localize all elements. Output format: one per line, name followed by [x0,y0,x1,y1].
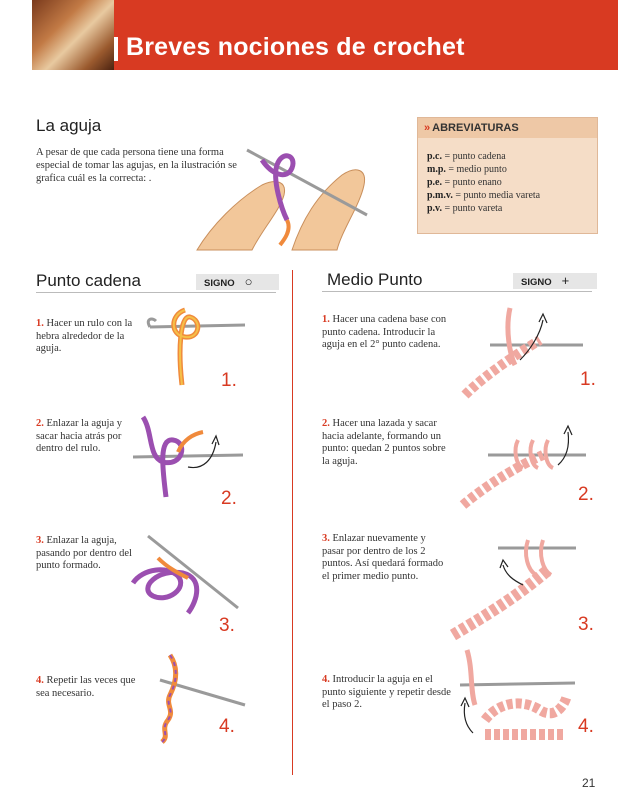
abbreviations-title: ABREVIATURAS [432,122,519,134]
abbr-item: p.v. = punto vareta [427,203,503,214]
medio-title: Medio Punto [327,270,423,289]
aguja-title: La aguja [36,116,102,135]
cadena-step-2: 2. Enlazar la aguja y sacar hacia atrás por dentro del rulo. [36,418,122,454]
abbreviations-box [417,117,598,234]
medio-step-3: 3. Enlazar nuevamente y pasar por dentro de los 2 puntos. Así quedará formado el primer medio punto. [322,533,444,582]
cadena-step-3-illustration [128,528,248,618]
medio-step-2-number: 2. [578,484,594,505]
medio-step-2-illustration [458,410,588,510]
column-divider [292,270,293,775]
cadena-step-4-number: 4. [219,716,235,737]
cadena-step-3-number: 3. [219,615,235,636]
cadena-signo-badge: SIGNO ○ [196,274,279,290]
medio-step-4: 4. Introducir la aguja en el punto siguiente y repetir desde el paso 2. [322,674,451,710]
cadena-step-2-number: 2. [221,488,237,509]
abbr-item: p.c. = punto cadena [427,151,506,162]
cadena-step-4: 4. Repetir las veces que sea necesario. [36,675,136,699]
medio-step-1-illustration [455,300,585,400]
circle-icon: ○ [244,274,253,289]
medio-step-4-number: 4. [578,716,594,737]
chevron-right-icon: » [424,122,431,134]
abbr-item: p.m.v. = punto media vareta [427,190,541,201]
medio-step-3-illustration [448,530,578,640]
header-bar [114,0,618,70]
medio-step-1: 1. Hacer una cadena base con punto cadena. Introducir la aguja en el 2° punto cadena. [322,314,447,350]
medio-signo-badge: SIGNO + [513,273,597,289]
medio-step-1-number: 1. [580,369,596,390]
header-photo [32,0,114,70]
medio-step-3-number: 3. [578,614,594,635]
cadena-step-1: 1. Hacer un rulo con la hebra alrededor de la aguja. [36,318,133,354]
abbr-item: p.e. = punto enano [427,177,502,188]
page-title: Breves nociones de crochet [126,33,465,61]
page-number: 21 [582,776,596,790]
plus-icon: + [561,273,570,288]
cadena-title: Punto cadena [36,271,141,290]
cadena-step-1-number: 1. [221,370,237,391]
aguja-text: A pesar de que cada persona tiene una forma especial de tomar las agujas, en la ilustración se grafica cuál es la correcta: . [36,147,237,184]
medio-step-2: 2. Hacer una lazada y sacar hacia adelante, formando un punto: quedan 2 puntos sobre la aguja. [322,418,446,467]
medio-step-4-illustration [455,645,580,740]
abbreviations-list [427,150,540,215]
hands-holding-hook-illustration [192,140,372,255]
abbr-item: m.p. = medio punto [427,164,507,175]
cadena-step-3: 3. Enlazar la aguja, pasando por dentro del punto formado. [36,535,132,571]
